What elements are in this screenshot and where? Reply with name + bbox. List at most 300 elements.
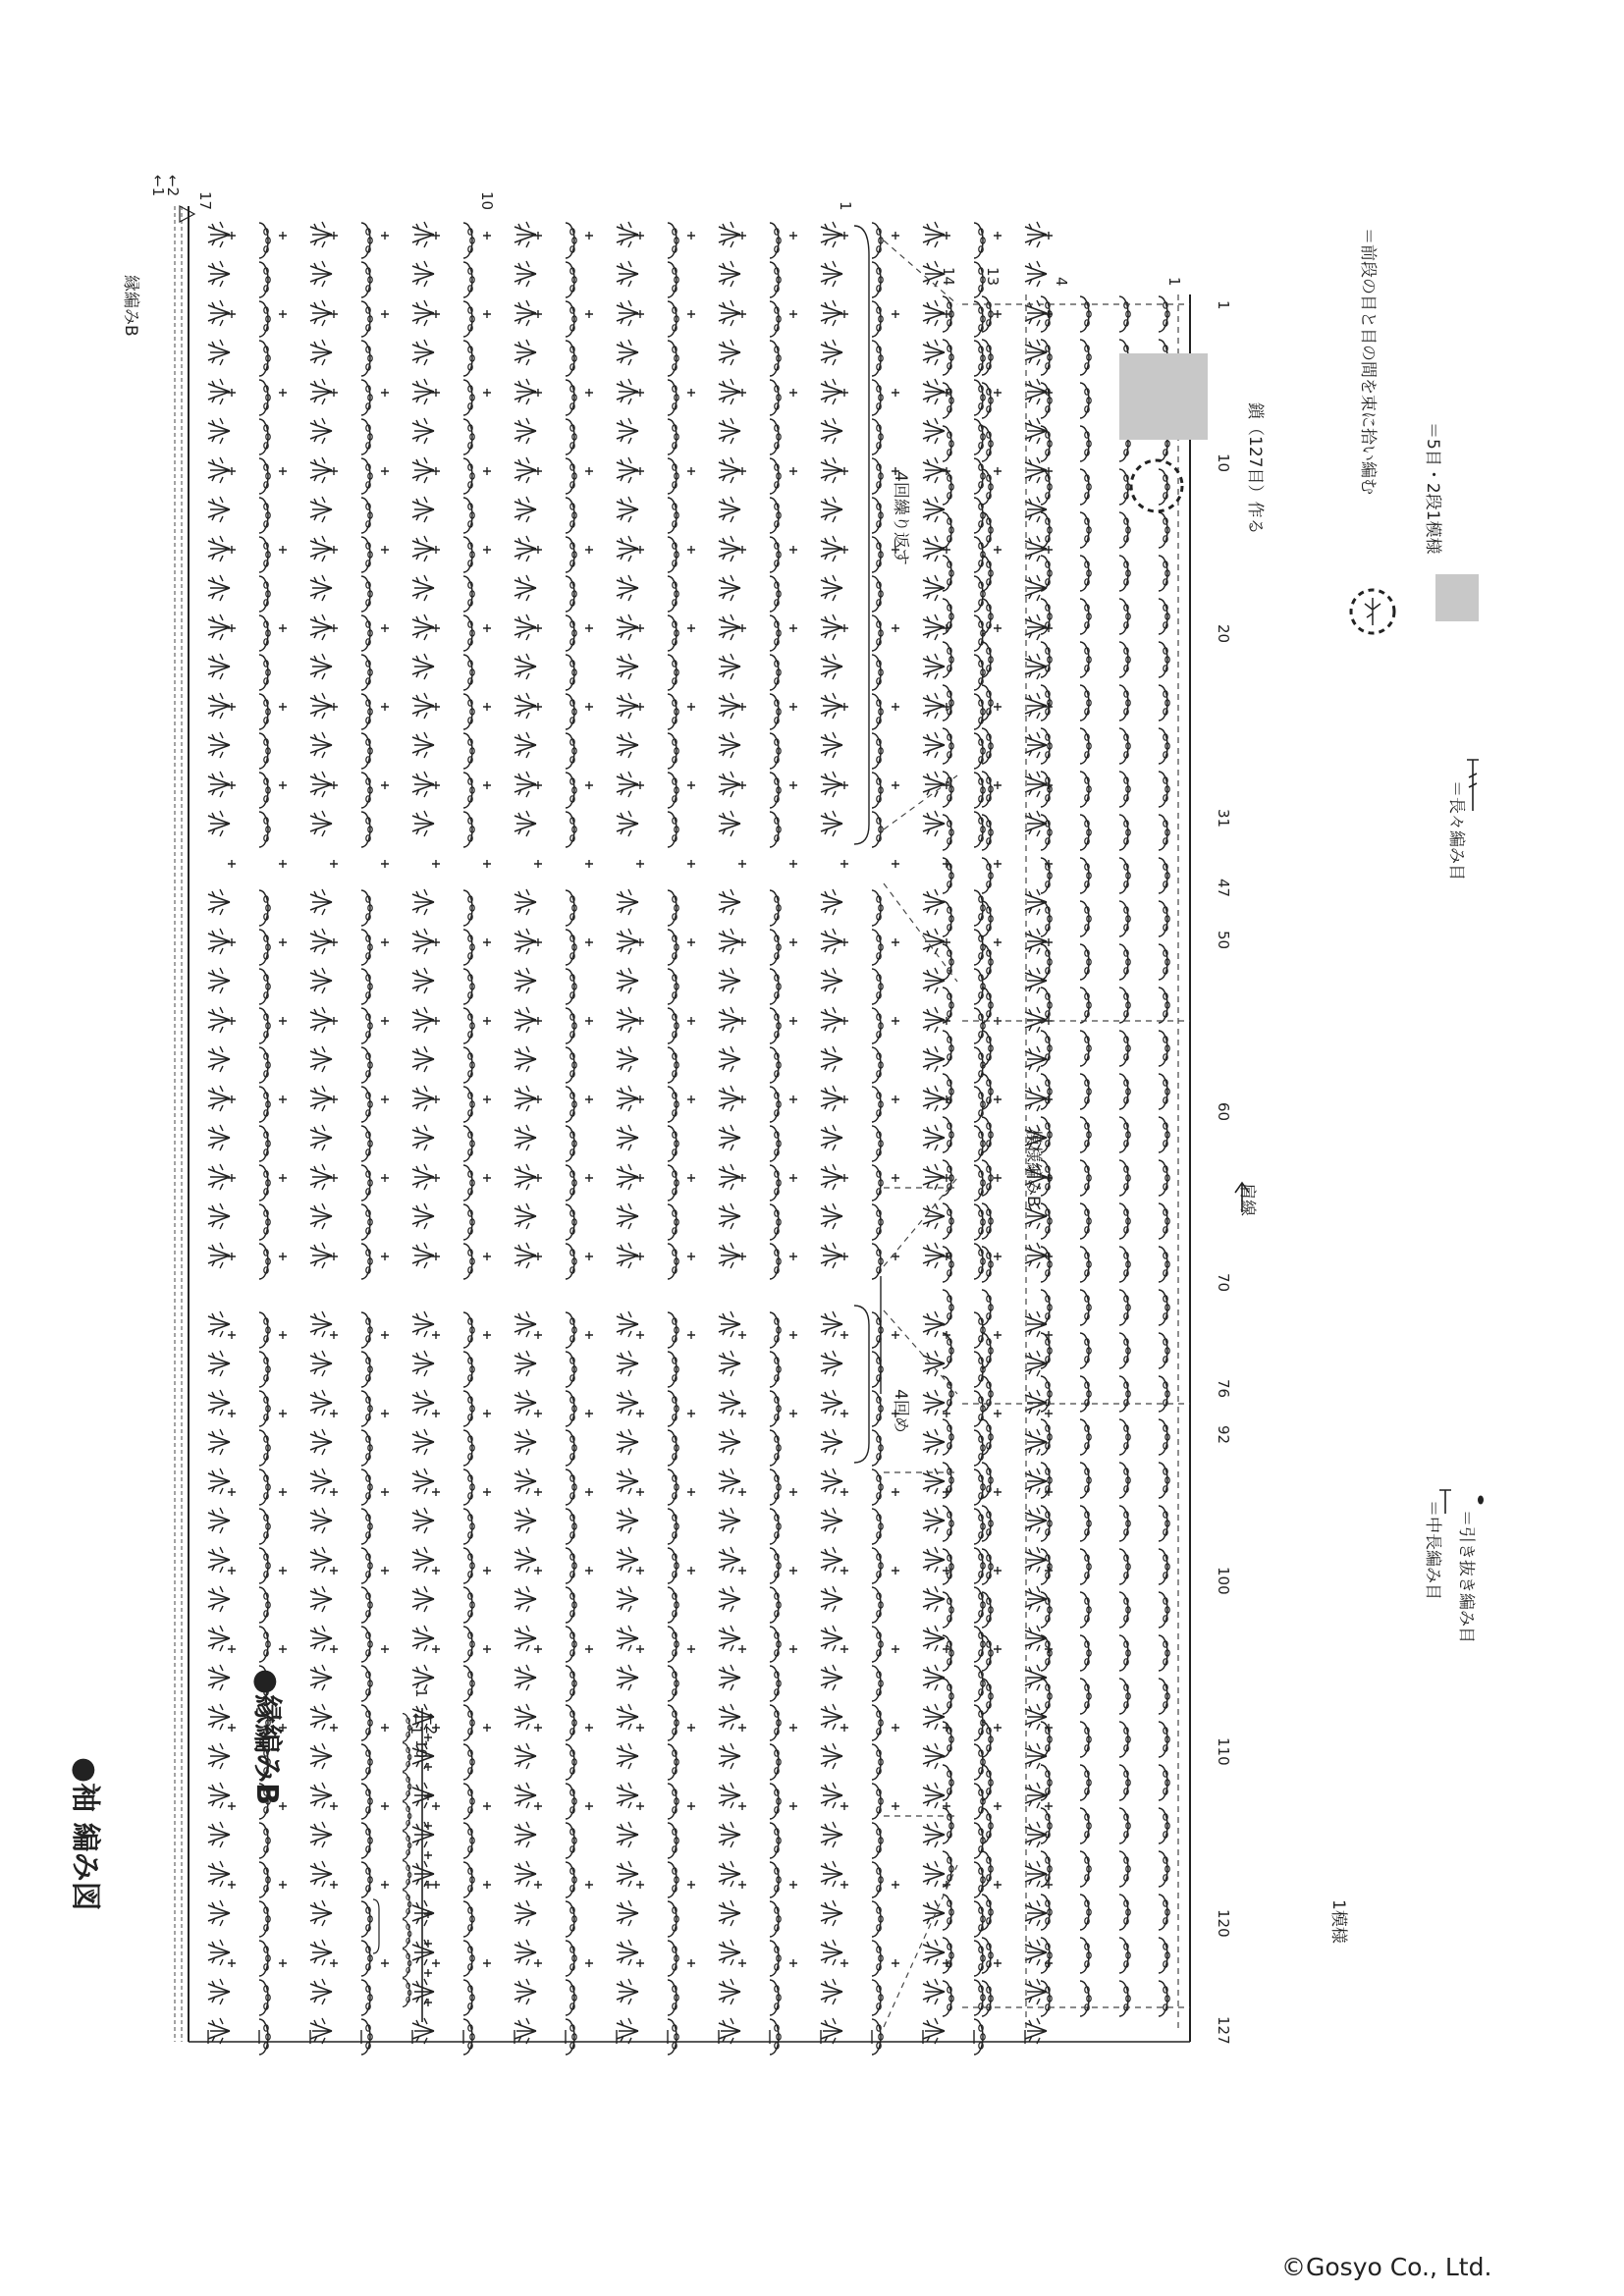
single-crochet-mark	[1045, 546, 1053, 554]
single-crochet-mark	[432, 1174, 440, 1182]
stitch-chain-arch	[259, 1980, 270, 2015]
stitch-fan	[1025, 2018, 1047, 2044]
stitch-chain-arch	[770, 576, 781, 612]
stitch-fan	[821, 654, 842, 679]
single-crochet-mark	[994, 1095, 1001, 1103]
stitch-chain-arch	[1119, 858, 1130, 893]
stitch-fan	[719, 772, 740, 797]
stitch-chain-arch	[974, 1941, 985, 1976]
single-crochet-mark	[994, 781, 1001, 789]
single-crochet-mark	[534, 1095, 542, 1103]
stitch-fan	[923, 614, 945, 640]
stitch-number: 110	[1215, 1737, 1232, 1766]
stitch-chain-arch	[668, 1941, 678, 1976]
stitch-fan	[923, 1743, 945, 1769]
stitch-chain-arch	[361, 1165, 372, 1201]
stitch-fan	[617, 418, 638, 444]
edging-sample-arch	[403, 1802, 411, 1831]
edging-b-label: 縁編みB	[121, 275, 140, 337]
stitch-chain-arch	[361, 733, 372, 769]
stitch-chain-arch	[463, 2019, 474, 2055]
stitch-fan	[412, 222, 434, 247]
stitch-chain-arch	[259, 1941, 270, 1976]
stitch-chain-arch	[1119, 1722, 1130, 1757]
stitch-chain-arch	[770, 890, 781, 926]
single-crochet-mark	[636, 1174, 644, 1182]
stitch-chain-arch	[463, 380, 474, 415]
stitch-chain-arch	[1080, 1938, 1091, 1973]
stitch-fan	[412, 575, 434, 601]
single-crochet-mark	[483, 546, 491, 554]
stitch-chain-arch	[1041, 1074, 1052, 1109]
stitch-fan	[923, 379, 945, 404]
stitch-chain-arch	[974, 969, 985, 1004]
stitch-chain-arch	[982, 1463, 993, 1498]
single-crochet-mark	[483, 1802, 491, 1810]
single-crochet-mark	[994, 1881, 1001, 1889]
single-crochet-mark	[228, 1331, 236, 1339]
single-crochet-mark	[738, 1488, 746, 1496]
stitch-chain-arch	[1080, 1203, 1091, 1239]
stitch-fan	[821, 1822, 842, 1847]
stitch-chain-arch	[668, 380, 678, 415]
stitch-chain-arch	[1119, 1290, 1130, 1325]
stitch-chain-arch	[259, 419, 270, 454]
stitch-fan	[617, 1351, 638, 1376]
stitch-chain-arch	[566, 1047, 576, 1083]
stitch-chain-arch	[566, 498, 576, 533]
stitch-chain-arch	[1119, 815, 1130, 850]
stitch-fan	[208, 1861, 230, 1887]
single-crochet-mark	[381, 1802, 389, 1810]
stitch-chain-arch	[259, 969, 270, 1004]
legend-text: ＝前段の目と目の間を束に拾い編む	[1358, 228, 1378, 495]
single-crochet-mark	[279, 1959, 287, 1967]
stitch-chain-arch	[943, 1981, 953, 2016]
single-crochet-mark	[636, 1959, 644, 1967]
stitch-chain-arch	[770, 301, 781, 337]
stitch-fan	[821, 1940, 842, 1965]
single-crochet-mark	[228, 1174, 236, 1182]
single-crochet-mark	[228, 1645, 236, 1653]
stitch-chain-arch	[770, 615, 781, 651]
stitch-chain-arch	[259, 1627, 270, 1662]
edging-b-title: ●縁編みB	[249, 1669, 284, 1806]
stitch-fan	[617, 614, 638, 640]
stitch-chain-arch	[566, 2019, 576, 2055]
stitch-fan	[923, 1243, 945, 1268]
stitch-fan	[310, 1900, 332, 1926]
stitch-chain-arch	[943, 1895, 953, 1930]
stitch-fan	[310, 1665, 332, 1690]
single-crochet-mark	[687, 1331, 695, 1339]
stitch-fan	[514, 1979, 536, 2004]
stitch-chain-arch	[361, 1587, 372, 1623]
stitch-fan	[1025, 418, 1047, 444]
stitch-chain-arch	[566, 223, 576, 258]
stitch-chain-arch	[668, 1627, 678, 1662]
single-crochet-mark	[892, 781, 899, 789]
stitch-fan	[514, 1547, 536, 1573]
stitch-chain-arch	[1080, 599, 1091, 634]
stitch-chain-arch	[1080, 944, 1091, 980]
stitch-fan	[514, 1900, 536, 1926]
stitch-chain-arch	[361, 576, 372, 612]
single-crochet-mark	[585, 1959, 593, 1967]
stitch-chain-arch	[1041, 1549, 1052, 1584]
edging-sample-plus	[424, 1969, 432, 1977]
stitch-chain-arch	[566, 1901, 576, 1937]
stitch-fan	[208, 1429, 230, 1455]
stitch-chain-arch	[463, 1430, 474, 1466]
single-crochet-mark	[432, 1253, 440, 1260]
single-crochet-mark	[534, 310, 542, 318]
stitch-fan	[923, 1704, 945, 1730]
single-crochet-mark	[381, 310, 389, 318]
legend-text: ＝長々編み目	[1446, 780, 1466, 881]
stitch-chain-arch	[566, 262, 576, 297]
single-crochet-mark	[789, 1645, 797, 1653]
single-crochet-mark	[228, 1959, 236, 1967]
stitch-chain-arch	[1159, 1203, 1169, 1239]
stitch-chain-arch	[463, 694, 474, 729]
single-crochet-mark	[994, 1724, 1001, 1732]
single-crochet-mark	[789, 1331, 797, 1339]
stitch-chain-arch	[872, 1784, 883, 1819]
stitch-chain-arch	[463, 498, 474, 533]
stitch-chain-arch	[1159, 469, 1169, 505]
single-crochet-mark	[687, 1724, 695, 1732]
stitch-fan	[617, 261, 638, 287]
edging-sample-arch	[403, 1949, 411, 1978]
stitch-fan	[310, 1586, 332, 1612]
stitch-chain-arch	[463, 812, 474, 847]
stitch-fan	[310, 929, 332, 954]
edging-sample-arch	[403, 1743, 411, 1772]
stitch-fan	[514, 1861, 536, 1887]
stitch-chain-arch	[872, 1627, 883, 1662]
stitch-fan	[617, 968, 638, 993]
stitch-chain-arch	[974, 1823, 985, 1858]
stitch-chain-arch	[982, 1592, 993, 1628]
single-crochet-mark	[840, 1095, 848, 1103]
stitch-fan	[310, 379, 332, 404]
stitch-fan	[923, 575, 945, 601]
stitch-chain-arch	[770, 1980, 781, 2015]
single-crochet-mark	[738, 1174, 746, 1182]
single-crochet-mark	[483, 467, 491, 475]
stitch-fan	[208, 1390, 230, 1415]
stitch-fan	[617, 1665, 638, 1690]
stitch-number: 127	[1215, 2016, 1232, 2045]
stitch-chain-arch	[1080, 1247, 1091, 1282]
stitch-chain-arch	[1080, 1376, 1091, 1412]
stitch-chain-arch	[1159, 988, 1169, 1023]
stitch-fan	[514, 1203, 536, 1229]
single-crochet-mark	[840, 1488, 848, 1496]
stitch-chain-arch	[1119, 1592, 1130, 1628]
stitch-chain-arch	[872, 1008, 883, 1043]
stitch-fan	[208, 693, 230, 719]
stitch-fan	[412, 1164, 434, 1190]
single-crochet-mark	[279, 703, 287, 711]
single-crochet-mark	[789, 1881, 797, 1889]
single-crochet-mark	[687, 1802, 695, 1810]
stitch-fan	[821, 1586, 842, 1612]
stitch-chain-arch	[1041, 1290, 1052, 1325]
stitch-fan	[208, 1164, 230, 1190]
stitch-fan	[310, 1468, 332, 1494]
stitch-chain-arch	[463, 1823, 474, 1858]
single-crochet-mark	[228, 310, 236, 318]
stitch-chain-arch	[974, 1126, 985, 1161]
stitch-chain-arch	[566, 1165, 576, 1201]
stitch-fan	[1025, 1086, 1047, 1111]
chart-guide-line	[884, 883, 957, 982]
stitch-chain-arch	[1159, 642, 1169, 677]
stitch-chain-arch	[668, 1126, 678, 1161]
stitch-fan	[617, 1979, 638, 2004]
stitch-chain-arch	[668, 576, 678, 612]
stitch-chain-arch	[668, 694, 678, 729]
stitch-fan	[617, 693, 638, 719]
single-crochet-mark	[534, 860, 542, 868]
single-crochet-mark	[738, 938, 746, 946]
stitch-chain-arch	[259, 537, 270, 572]
single-crochet-mark	[738, 1410, 746, 1417]
stitch-fan	[310, 575, 332, 601]
stitch-fan	[1025, 1203, 1047, 1229]
stitch-chain-arch	[1080, 1333, 1091, 1368]
stitch-fan	[719, 300, 740, 326]
stitch-chain-arch	[943, 556, 953, 591]
single-crochet-mark	[636, 624, 644, 632]
stitch-chain-arch	[770, 1587, 781, 1623]
stitch-fan	[617, 1822, 638, 1847]
stitch-chain-arch	[770, 380, 781, 415]
single-crochet-mark	[381, 1410, 389, 1417]
single-crochet-mark	[585, 1802, 593, 1810]
stitch-chain-arch	[1119, 642, 1130, 677]
single-crochet-mark	[330, 624, 338, 632]
single-crochet-mark	[687, 1881, 695, 1889]
single-crochet-mark	[330, 1567, 338, 1575]
single-crochet-mark	[789, 1174, 797, 1182]
legend-text: ＝中長編み目	[1423, 1500, 1442, 1600]
single-crochet-mark	[738, 546, 746, 554]
stitch-chain-arch	[463, 1391, 474, 1426]
stitch-fan	[208, 1086, 230, 1111]
stitch-fan	[310, 1007, 332, 1033]
edging-sample-arch	[403, 1773, 411, 1801]
single-crochet-mark	[381, 1724, 389, 1732]
stitch-chain-arch	[872, 1087, 883, 1122]
stitch-fan	[208, 1547, 230, 1573]
stitch-fan	[412, 1665, 434, 1690]
stitch-chain-arch	[770, 1204, 781, 1240]
single-crochet-mark	[228, 546, 236, 554]
single-crochet-mark	[687, 1174, 695, 1182]
stitch-fan	[719, 457, 740, 483]
stitch-chain-arch	[259, 576, 270, 612]
stitch-chain-arch	[872, 1666, 883, 1701]
stitch-chain-arch	[463, 262, 474, 297]
stitch-chain-arch	[259, 812, 270, 847]
stitch-chain-arch	[566, 1980, 576, 2015]
single-crochet-mark	[228, 389, 236, 397]
single-crochet-mark	[636, 703, 644, 711]
stitch-chain-arch	[566, 301, 576, 337]
stitch-fan	[514, 1940, 536, 1965]
stitch-number: 10	[1215, 454, 1232, 473]
stitch-fan	[208, 457, 230, 483]
single-crochet-mark	[534, 389, 542, 397]
stitch-chain-arch	[463, 1126, 474, 1161]
stitch-chain-arch	[259, 1244, 270, 1279]
stitch-fan	[821, 1125, 842, 1150]
stitch-chain-arch	[259, 1047, 270, 1083]
single-crochet-mark	[483, 1174, 491, 1182]
stitch-chain-arch	[361, 1047, 372, 1083]
stitch-chain-arch	[974, 1244, 985, 1279]
stitch-fan	[719, 693, 740, 719]
stitch-chain-arch	[943, 1938, 953, 1973]
stitch-fan	[310, 968, 332, 993]
stitch-chain-arch	[1119, 728, 1130, 764]
single-crochet-mark	[892, 232, 899, 240]
stitch-chain-arch	[770, 1008, 781, 1043]
stitch-number: 92	[1215, 1425, 1232, 1445]
stitch-chain-arch	[668, 301, 678, 337]
stitch-fan	[821, 536, 842, 561]
stitch-chain-arch	[872, 1705, 883, 1740]
row-number: 4	[1053, 277, 1070, 287]
single-crochet-mark	[279, 1567, 287, 1575]
stitch-fan	[617, 1086, 638, 1111]
stitch-chain-arch	[463, 341, 474, 376]
stitch-chain-arch	[361, 1352, 372, 1387]
single-crochet-mark	[228, 1724, 236, 1732]
stitch-fan	[514, 340, 536, 365]
stitch-fan	[719, 968, 740, 993]
stitch-fan	[514, 497, 536, 522]
single-crochet-mark	[585, 467, 593, 475]
stitch-chain-arch	[668, 1352, 678, 1387]
stitch-chain-arch	[872, 341, 883, 376]
stitch-chain-arch	[974, 1744, 985, 1780]
stitch-fan	[821, 614, 842, 640]
stitch-fan	[208, 222, 230, 247]
legend-text: ＝5目・2段1模様	[1423, 422, 1442, 555]
single-crochet-mark	[994, 1645, 1001, 1653]
stitch-chain-arch	[943, 728, 953, 764]
stitch-fan	[412, 1125, 434, 1150]
stitch-chain-arch	[361, 1823, 372, 1858]
chart-guide-line	[884, 1865, 957, 2027]
stitch-fan	[821, 1243, 842, 1268]
stitch-chain-arch	[872, 930, 883, 965]
single-crochet-mark	[687, 1959, 695, 1967]
single-crochet-mark	[585, 1331, 593, 1339]
single-crochet-mark	[636, 1095, 644, 1103]
stitch-chain-arch	[259, 733, 270, 769]
stitch-chain-arch	[1080, 728, 1091, 764]
stitch-fan	[310, 261, 332, 287]
stitch-chain-arch	[872, 2019, 883, 2055]
stitch-fan	[310, 772, 332, 797]
single-crochet-mark	[738, 232, 746, 240]
single-crochet-mark	[738, 310, 746, 318]
single-crochet-mark	[789, 703, 797, 711]
single-crochet-mark	[381, 1645, 389, 1653]
stitch-fan	[923, 732, 945, 758]
stitch-fan	[1025, 1351, 1047, 1376]
stitch-fan	[719, 1704, 740, 1730]
stitch-chain-arch	[361, 890, 372, 926]
stitch-chain-arch	[872, 1548, 883, 1583]
single-crochet-mark	[279, 624, 287, 632]
stitch-fan	[923, 1390, 945, 1415]
stitch-fan	[617, 222, 638, 247]
stitch-fan	[310, 418, 332, 444]
repeat-bracket	[854, 1306, 869, 1463]
single-crochet-mark	[381, 546, 389, 554]
stitch-fan	[821, 379, 842, 404]
stitch-chain-arch	[566, 1087, 576, 1122]
stitch-chain-arch	[872, 1165, 883, 1201]
stitch-chain-arch	[943, 1851, 953, 1887]
stitch-chain-arch	[943, 1506, 953, 1541]
single-crochet-mark	[840, 938, 848, 946]
stitch-fan	[923, 300, 945, 326]
stitch-chain-arch	[668, 1548, 678, 1583]
stitch-chain-arch	[982, 1895, 993, 1930]
single-crochet-mark	[279, 1881, 287, 1889]
stitch-chain-arch	[1041, 772, 1052, 807]
single-crochet-mark	[636, 1567, 644, 1575]
single-crochet-mark	[534, 1174, 542, 1182]
stitch-chain-arch	[1041, 944, 1052, 980]
stitch-chain-arch	[463, 1627, 474, 1662]
single-crochet-mark	[687, 467, 695, 475]
stitch-fan	[1025, 340, 1047, 365]
single-crochet-mark	[534, 1488, 542, 1496]
stitch-fan	[310, 1743, 332, 1769]
stitch-fan	[923, 1351, 945, 1376]
stitch-chain-arch	[982, 426, 993, 461]
stitch-number: 60	[1215, 1102, 1232, 1122]
stitch-fan	[514, 732, 536, 758]
stitch-chain-arch	[566, 1587, 576, 1623]
stitch-fan	[719, 654, 740, 679]
stitch-fan	[208, 1125, 230, 1150]
stitch-chain-arch	[1159, 1290, 1169, 1325]
single-crochet-mark	[381, 624, 389, 632]
stitch-fan	[208, 1783, 230, 1808]
single-crochet-mark	[636, 546, 644, 554]
stitch-fan	[1025, 536, 1047, 561]
stitch-chain-arch	[259, 615, 270, 651]
single-crochet-mark	[483, 703, 491, 711]
single-crochet-mark	[228, 1567, 236, 1575]
stitch-fan	[208, 536, 230, 561]
single-crochet-mark	[840, 1331, 848, 1339]
stitch-chain-arch	[1080, 1549, 1091, 1584]
single-crochet-mark	[738, 1017, 746, 1025]
single-crochet-mark	[840, 389, 848, 397]
stitch-fan	[617, 1861, 638, 1887]
stitch-chain-arch	[1159, 1722, 1169, 1757]
